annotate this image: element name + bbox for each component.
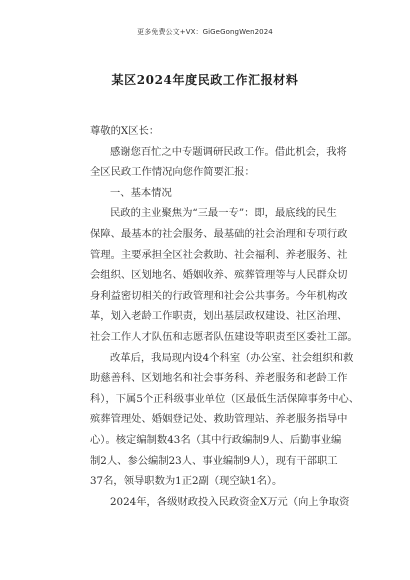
paragraph-line: 管理。主要承担全区社会救助、社会福利、养老服务、社 (90, 248, 348, 261)
paragraph-line: 身利益密切相关的行政管理和社会公共事务。今年机构改 (90, 289, 348, 302)
document-body (90, 121, 364, 512)
header-note: 更多免费公文+VX：GiGeGongWen2024 (137, 28, 273, 36)
paragraph-line: 2024年，各级财政投入民政资金X万元（向上争取资 (110, 495, 350, 508)
paragraph-line: 感谢您百忙之中专题调研民政工作。借此机会，我将 (110, 145, 347, 158)
paragraph-line: 殡葬管理处、婚姻登记处、救助管理站、养老服务指导中 (90, 413, 348, 426)
paragraph-line: 科），下属5个正科级事业单位（区最低生活保障事务中心、 (90, 392, 360, 405)
paragraph-line: 心）。核定编制数43名（其中行政编制9人、后勤事业编 (90, 433, 342, 446)
paragraph-line: 全区民政工作情况向您作简要汇报： (90, 166, 255, 179)
paragraph-line: 改革后，我局现内设4个科室（办公室、社会组织和救 (110, 351, 354, 364)
paragraph-line: 民政的主业聚焦为“三最一专”：即，最底线的民生 (110, 207, 337, 220)
paragraph-line: 会组织、区划地名、婚姻收养、殡葬管理等与人民群众切 (90, 269, 348, 282)
salutation: 尊敬的X区长： (90, 125, 160, 137)
paragraph-line: 保障、最基本的社会服务、最基础的社会治理和专项行政 (90, 227, 348, 240)
paragraph-line: 社会工作人才队伍和志愿者队伍建设等职责至区委社工部。 (90, 330, 358, 343)
document-title: 某区2024年度民政工作汇报材料 (111, 73, 299, 87)
paragraph-line: 助慈善科、区划地名和社会事务科、养老服务和老龄工作 (90, 372, 348, 385)
paragraph-line: 制2人、参公编制23人、事业编制9人），现有干部职工 (90, 454, 338, 467)
paragraph-line: 37名，领导职数为1正2副（现空缺1名）。 (90, 475, 283, 488)
section-heading: 一、基本情况 (110, 186, 172, 199)
paragraph-line: 革，划入老龄工作职责，划出基层政权建设、社区治理、 (90, 310, 348, 323)
